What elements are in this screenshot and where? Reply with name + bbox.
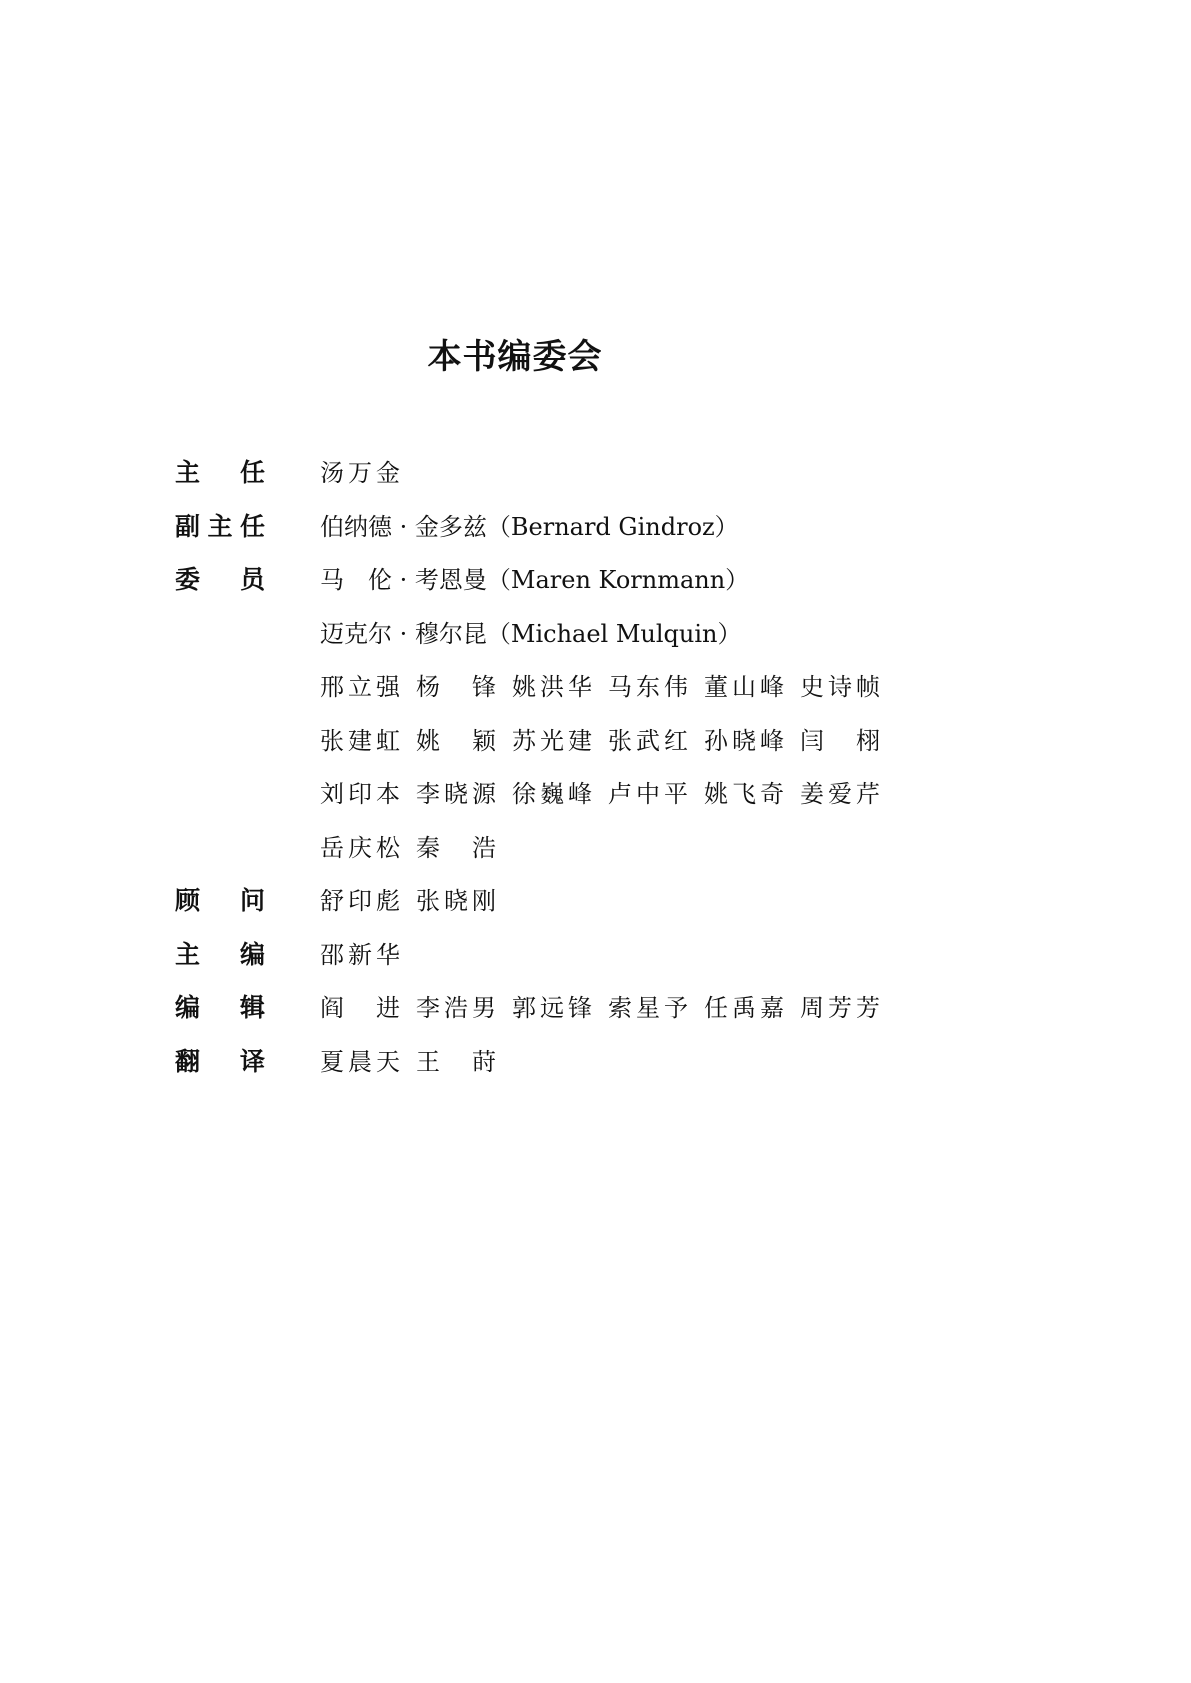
member-name (512, 672, 608, 702)
member-name (320, 940, 416, 970)
member-name-char: 印 (348, 780, 372, 808)
member-name-char: 刚 (472, 887, 496, 915)
committee-row-chief-editor (175, 940, 935, 994)
member-names (320, 886, 512, 916)
member-name-char: 秦 (416, 833, 440, 862)
role-char: 员 (239, 565, 265, 594)
member-name-char: 孙 (704, 726, 728, 755)
member-name-char: 舒 (320, 887, 344, 915)
role-label (175, 512, 320, 542)
member-name (704, 726, 800, 756)
member-names (320, 1047, 512, 1077)
member-name-char: 峰 (760, 726, 784, 755)
committee-row-members-cont (175, 672, 935, 726)
member-name-char: 华 (376, 940, 400, 969)
member-name (704, 672, 800, 702)
member-name (800, 779, 896, 809)
member-name-char: 诗 (828, 673, 852, 701)
role-char: 任 (239, 458, 265, 487)
member-name-char: 姚 (704, 780, 728, 808)
member-name-char: 帧 (856, 673, 880, 701)
member-name (320, 833, 416, 863)
member-name-char: 晓 (444, 887, 468, 915)
member-name-char: 张 (416, 887, 440, 915)
member-name-char: 源 (472, 780, 496, 808)
member-name-char: 印 (348, 887, 372, 915)
member-name-char: 邵 (320, 940, 344, 969)
role-char: 翻 (175, 1046, 201, 1076)
committee-row-advisors (175, 886, 935, 940)
committee-row-members (175, 565, 935, 619)
role-char: 主 (175, 939, 201, 969)
member-name-char: 姚 (416, 726, 440, 755)
member-name (320, 458, 416, 488)
member-name-char: 芹 (856, 780, 880, 808)
member-name-char: 洪 (540, 673, 564, 701)
member-name (320, 993, 416, 1023)
member-name (512, 726, 608, 756)
member-name (320, 1047, 416, 1077)
member-name-char: 山 (732, 673, 756, 701)
role-label (175, 565, 320, 595)
member-name-char: 索 (608, 994, 632, 1022)
role-label (175, 940, 320, 970)
member-name-char: 姜 (800, 780, 824, 808)
member-name-char: 爱 (828, 780, 852, 808)
member-name-char: 王 (416, 1047, 440, 1076)
committee-row-deputy-director (175, 512, 935, 566)
member-name-char: 徐 (512, 780, 536, 808)
role-char: 编 (175, 993, 201, 1022)
member-names (320, 833, 512, 863)
member-name-char: 立 (348, 673, 372, 701)
member-name-char: 巍 (540, 780, 564, 808)
member-name-char: 邢 (320, 673, 344, 701)
member-name-char: 姚 (512, 673, 536, 701)
role-char: 顾 (175, 886, 201, 915)
member-name (416, 726, 512, 756)
member-name-char: 晓 (732, 726, 756, 755)
member-name (800, 672, 896, 702)
member-name (320, 886, 416, 916)
member-name (608, 779, 704, 809)
member-name-char: 晨 (348, 1047, 372, 1076)
member-name-char: 浩 (472, 833, 496, 862)
member-name-char: 闫 (800, 726, 824, 755)
member-name (320, 726, 416, 756)
member-name-char: 马 (608, 673, 632, 701)
committee-row-editors (175, 993, 935, 1047)
role-char: 辑 (239, 993, 265, 1022)
member-line: 迈克尔 · 穆尔昆（Michael Mulquin） (320, 619, 742, 648)
member-names (320, 458, 416, 488)
member-name-char: 莳 (472, 1047, 496, 1076)
member-name-char: 飞 (732, 780, 756, 808)
member-name-char: 岳 (320, 833, 344, 862)
member-name-char: 光 (540, 726, 564, 755)
member-name-char: 万 (348, 459, 372, 487)
member-name-char: 金 (376, 459, 400, 487)
member-names (320, 779, 896, 809)
member-name-char: 栩 (856, 726, 880, 755)
member-name-char: 禹 (732, 994, 756, 1022)
page-title: 本书编委会 (427, 337, 603, 377)
committee-row-members-cont (175, 619, 935, 673)
member-name-char: 建 (348, 726, 372, 755)
member-name-char: 星 (636, 994, 660, 1022)
member-name-char: 庆 (348, 833, 372, 862)
member-name-char: 晓 (444, 780, 468, 808)
committee-row-director (175, 458, 935, 512)
member-name (704, 779, 800, 809)
member-name-char: 进 (376, 994, 400, 1022)
member-name-char: 奇 (760, 780, 784, 808)
member-name-char: 红 (664, 726, 688, 755)
member-name-char: 新 (348, 940, 372, 969)
member-name-char: 武 (636, 726, 660, 755)
member-name (608, 993, 704, 1023)
member-name-char: 刘 (320, 780, 344, 808)
committee-row-members-cont (175, 779, 935, 833)
member-name-char: 中 (636, 780, 660, 808)
member-name (800, 726, 896, 756)
member-name (416, 886, 512, 916)
member-line: 伯纳德 · 金多兹（Bernard Gindroz） (320, 512, 739, 541)
member-name-char: 颖 (472, 726, 496, 755)
member-name (800, 993, 896, 1023)
member-name-char: 夏 (320, 1047, 344, 1076)
member-name-char: 李 (416, 994, 440, 1022)
role-label (175, 458, 320, 488)
role-char: 委 (175, 565, 201, 594)
member-name-char: 张 (320, 726, 344, 755)
member-name-char: 峰 (568, 780, 592, 808)
member-name-char: 郭 (512, 994, 536, 1022)
member-name-char: 远 (540, 994, 564, 1022)
role-label (175, 886, 320, 916)
member-name-char: 彪 (376, 887, 400, 915)
committee-row-members-cont (175, 833, 935, 887)
role-char: 译 (239, 1046, 265, 1076)
member-name-char: 嘉 (760, 994, 784, 1022)
member-name-char: 华 (568, 673, 592, 701)
member-name-char: 锋 (568, 994, 592, 1022)
member-names (320, 993, 896, 1023)
member-name (416, 1047, 512, 1077)
role-char: 主 (207, 511, 233, 541)
member-name (512, 993, 608, 1023)
member-names (320, 726, 896, 756)
committee-list (175, 458, 935, 1100)
member-name-char: 史 (800, 673, 824, 701)
member-name (608, 672, 704, 702)
member-name-char: 芳 (856, 994, 880, 1022)
member-name-char: 浩 (444, 994, 468, 1022)
role-char: 编 (239, 939, 265, 969)
member-name-char: 虹 (376, 726, 400, 755)
member-name-char: 建 (568, 726, 592, 755)
committee-row-translators (175, 1047, 935, 1101)
role-label (175, 993, 320, 1023)
member-name-char: 锋 (472, 673, 496, 701)
member-names (320, 940, 416, 970)
member-name (320, 672, 416, 702)
member-name-char: 本 (376, 780, 400, 808)
member-name-char: 峰 (760, 673, 784, 701)
role-char: 副 (175, 511, 201, 541)
member-name-char: 李 (416, 780, 440, 808)
member-name-char: 张 (608, 726, 632, 755)
member-name-char: 杨 (416, 673, 440, 701)
role-label (175, 1047, 320, 1077)
member-name-char: 东 (636, 673, 660, 701)
member-name-char: 汤 (320, 459, 344, 487)
member-name-char: 男 (472, 994, 496, 1022)
member-line: 马 伦 · 考恩曼（Maren Kornmann） (320, 566, 750, 594)
member-name-char: 强 (376, 673, 400, 701)
member-name (320, 779, 416, 809)
member-name (416, 672, 512, 702)
member-name-char: 阎 (320, 994, 344, 1022)
member-name (704, 993, 800, 1023)
member-name-char: 松 (376, 833, 400, 862)
member-name (416, 833, 512, 863)
member-names (320, 672, 896, 702)
member-name-char: 芳 (828, 994, 852, 1022)
member-name-char: 平 (664, 780, 688, 808)
role-char: 任 (239, 511, 265, 541)
member-name-char: 任 (704, 994, 728, 1022)
member-name-char: 予 (664, 994, 688, 1022)
member-name-char: 天 (376, 1047, 400, 1076)
committee-row-members-cont (175, 726, 935, 780)
member-name (608, 726, 704, 756)
member-name-char: 董 (704, 673, 728, 701)
member-name (416, 779, 512, 809)
member-name (416, 993, 512, 1023)
role-char: 问 (239, 886, 265, 915)
member-name-char: 苏 (512, 726, 536, 755)
member-name (512, 779, 608, 809)
role-char: 主 (175, 458, 201, 487)
member-name-char: 周 (800, 994, 824, 1022)
member-name-char: 卢 (608, 780, 632, 808)
member-name-char: 伟 (664, 673, 688, 701)
